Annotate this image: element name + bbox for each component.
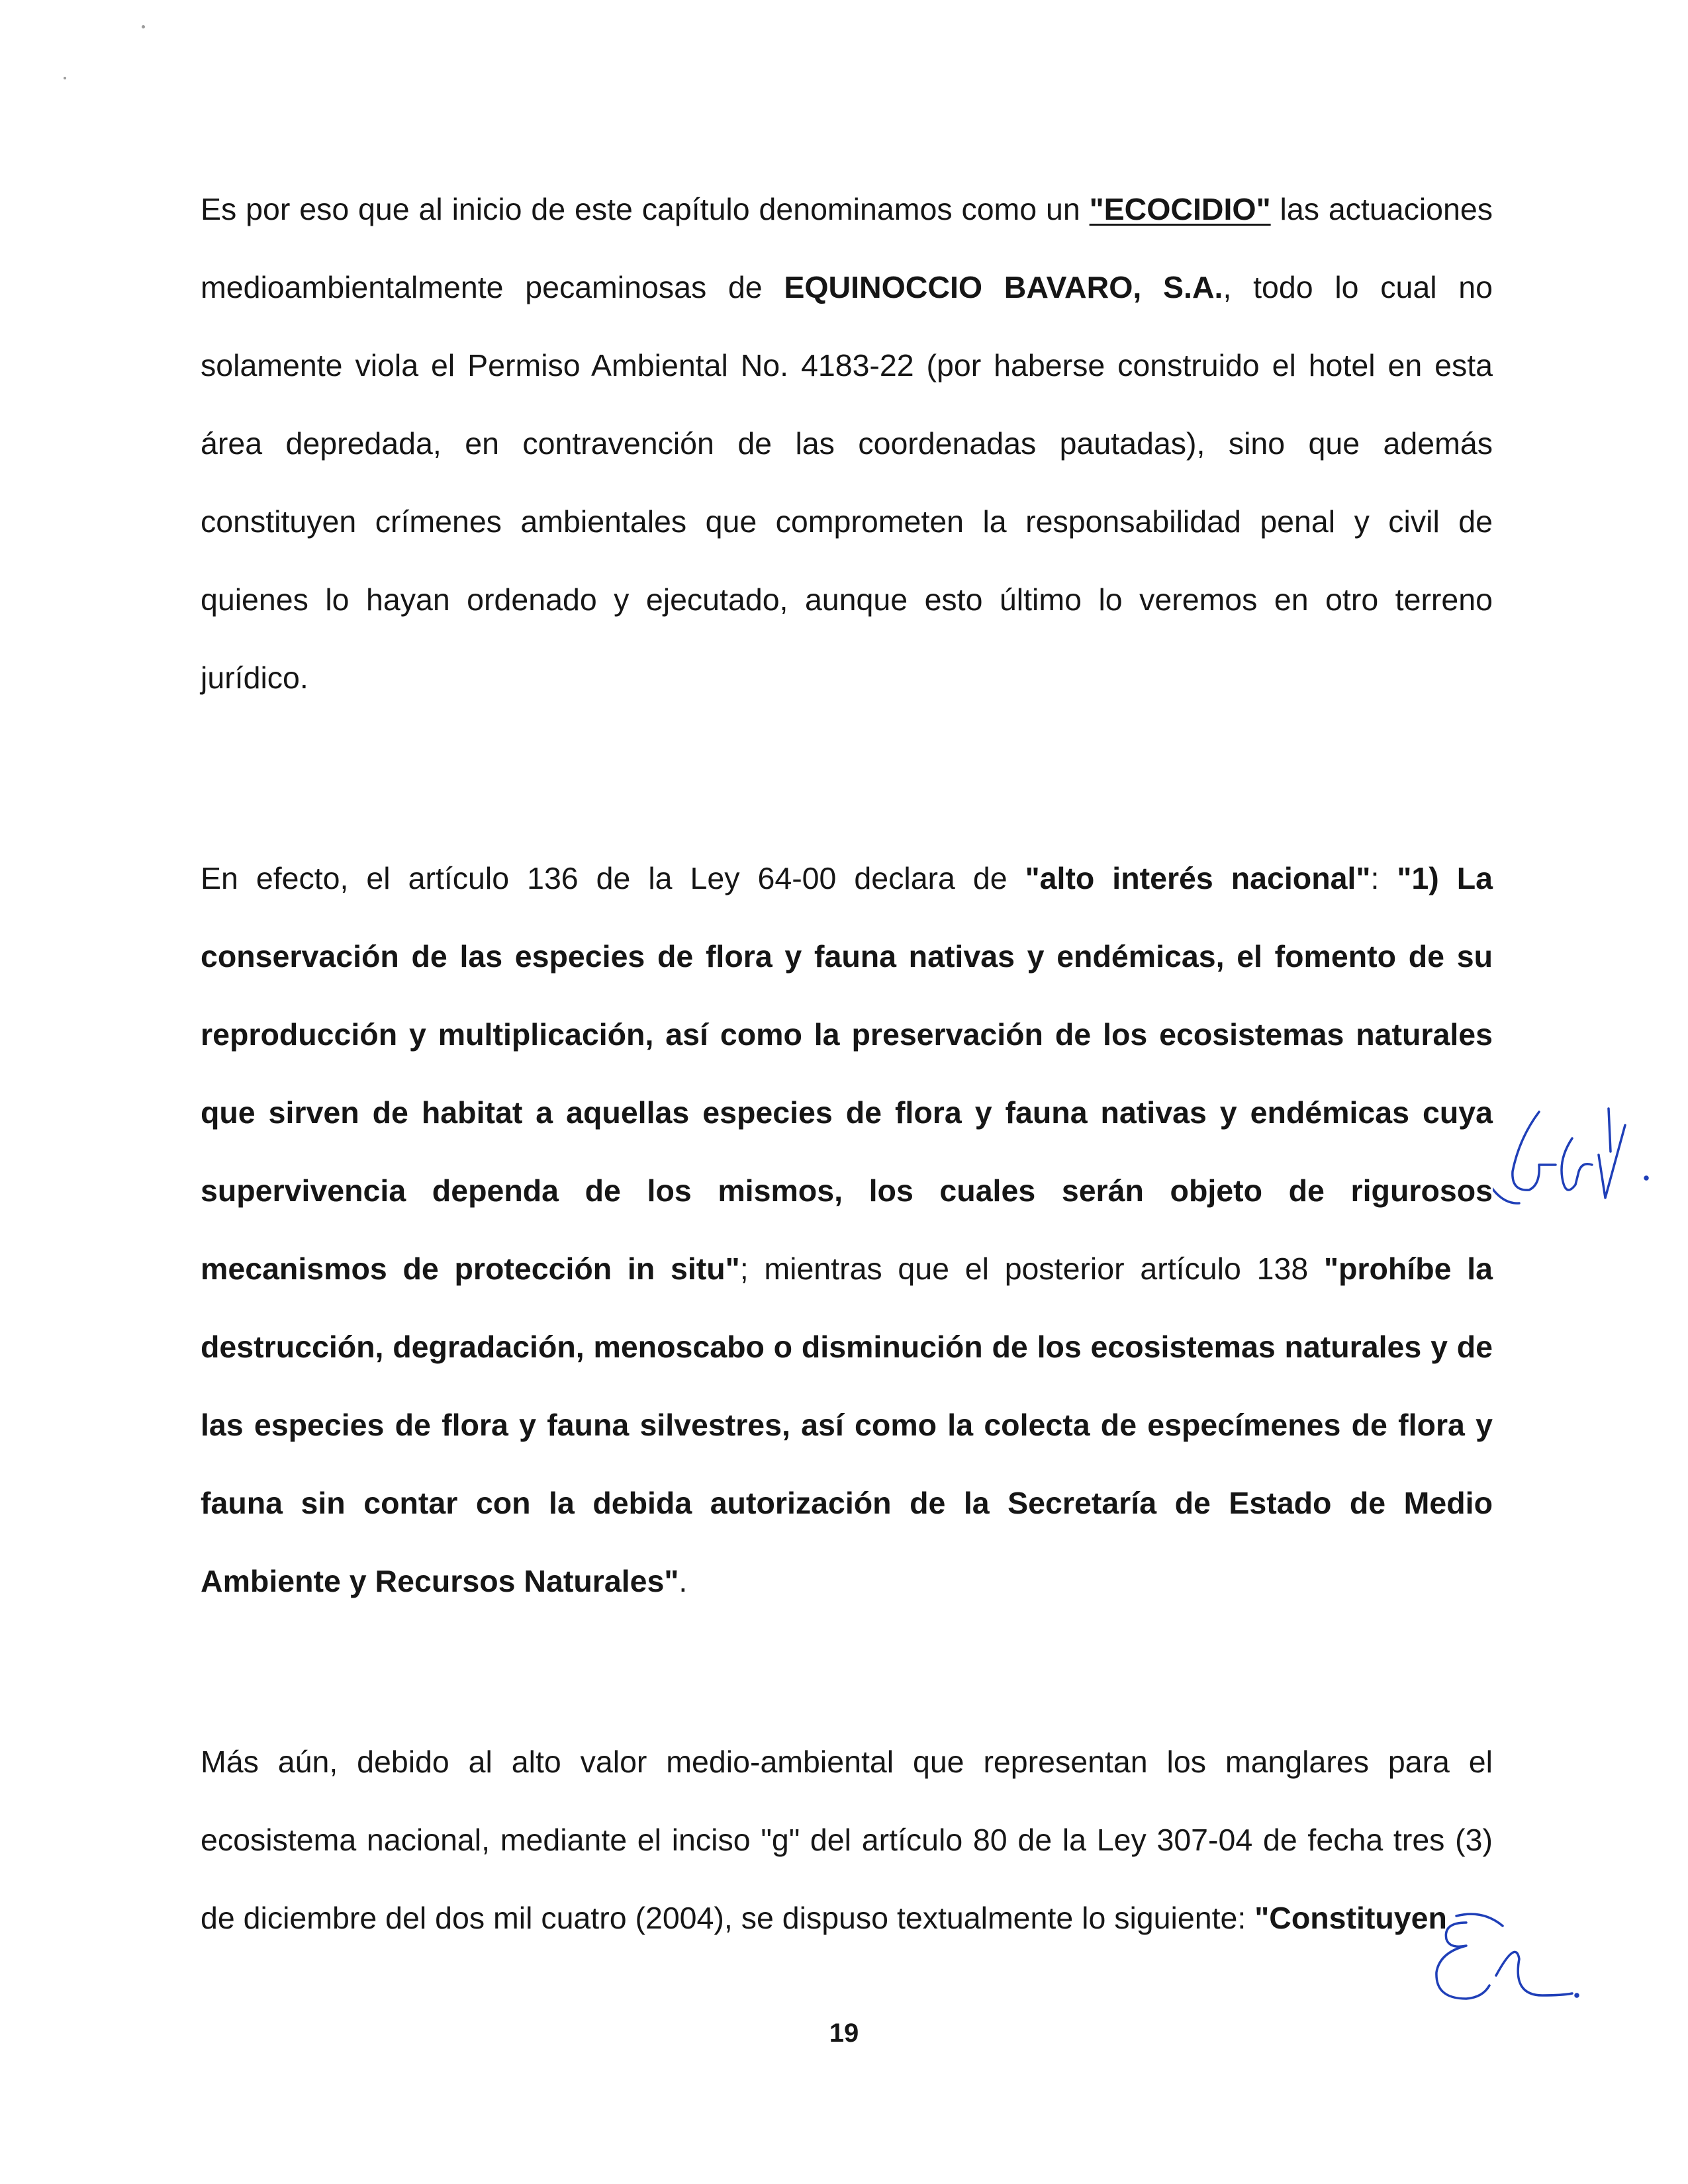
paragraph-ecocidio xyxy=(201,170,1493,717)
paragraph-ley-64-00 xyxy=(201,839,1493,1620)
text-run: . xyxy=(679,1564,688,1598)
scan-speck xyxy=(64,77,66,79)
text-run: En efecto, el artículo 136 de la Ley 64-00 declara de xyxy=(201,861,1025,895)
company-name: EQUINOCCIO BAVARO, S.A. xyxy=(784,270,1223,304)
text-run: las actuaciones medioambientalmente pecaminosas de xyxy=(201,192,1493,304)
bold-quote: "prohíbe la destrucción, degradación, menoscabo o disminución de los ecosistemas naturales y de las especies de flora y fauna silvestres, así como la colecta de especímenes de flora y fauna sin contar con la debida autorización de la Secretaría de Estado de Medio Ambiente y Recursos Naturales" xyxy=(201,1251,1493,1598)
text-run: Es por eso que al inicio de este capítulo denominamos como un xyxy=(201,192,1090,226)
ecocidio-term: "ECOCIDIO" xyxy=(1089,192,1271,226)
bold-quote: "Constituyen xyxy=(1254,1901,1447,1935)
bold-quote: "alto interés nacional" xyxy=(1025,861,1371,895)
paragraph-ley-307-04 xyxy=(201,1723,1493,1957)
handwritten-initials xyxy=(1403,1913,1582,2012)
text-run: , todo lo cual no solamente viola el Permiso Ambiental No. 4183-22 (por haberse construido el hotel en esta área depredada, en contravención de las coordenadas pautadas), sino que además constituyen crímenes ambientales que comprometen la responsabilidad penal y civil de quienes lo hayan ordenado y ejecutado, aunque esto último lo veremos en otro terreno jurídico. xyxy=(201,270,1493,695)
page-number: 19 xyxy=(829,2019,859,2048)
bold-quote: "1) La conservación de las especies de flora y fauna nativas y endémicas, el fomento de su reproducción y multiplicación, así como la preservación de los ecosistemas naturales que sirven de habitat a aquellas especies de flora y fauna nativas y endémicas cuya supervivencia dependa de los mismos, los cuales serán objeto de rigurosos mecanismos de protección in situ" xyxy=(201,861,1493,1286)
text-run: : xyxy=(1370,861,1397,895)
text-run: Más aún, debido al alto valor medio-ambiental que representan los manglares para el ecosistema nacional, mediante el inciso "g" del artículo 80 de la Ley 307-04 de fecha tres (3) de diciembre del dos mil cuatro (2004), se dispuso textualmente lo siguiente: xyxy=(201,1745,1493,1935)
text-run: ; mientras que el posterior artículo 138 xyxy=(739,1251,1324,1286)
handwritten-initials xyxy=(1493,1099,1658,1211)
scan-speck xyxy=(142,25,145,28)
